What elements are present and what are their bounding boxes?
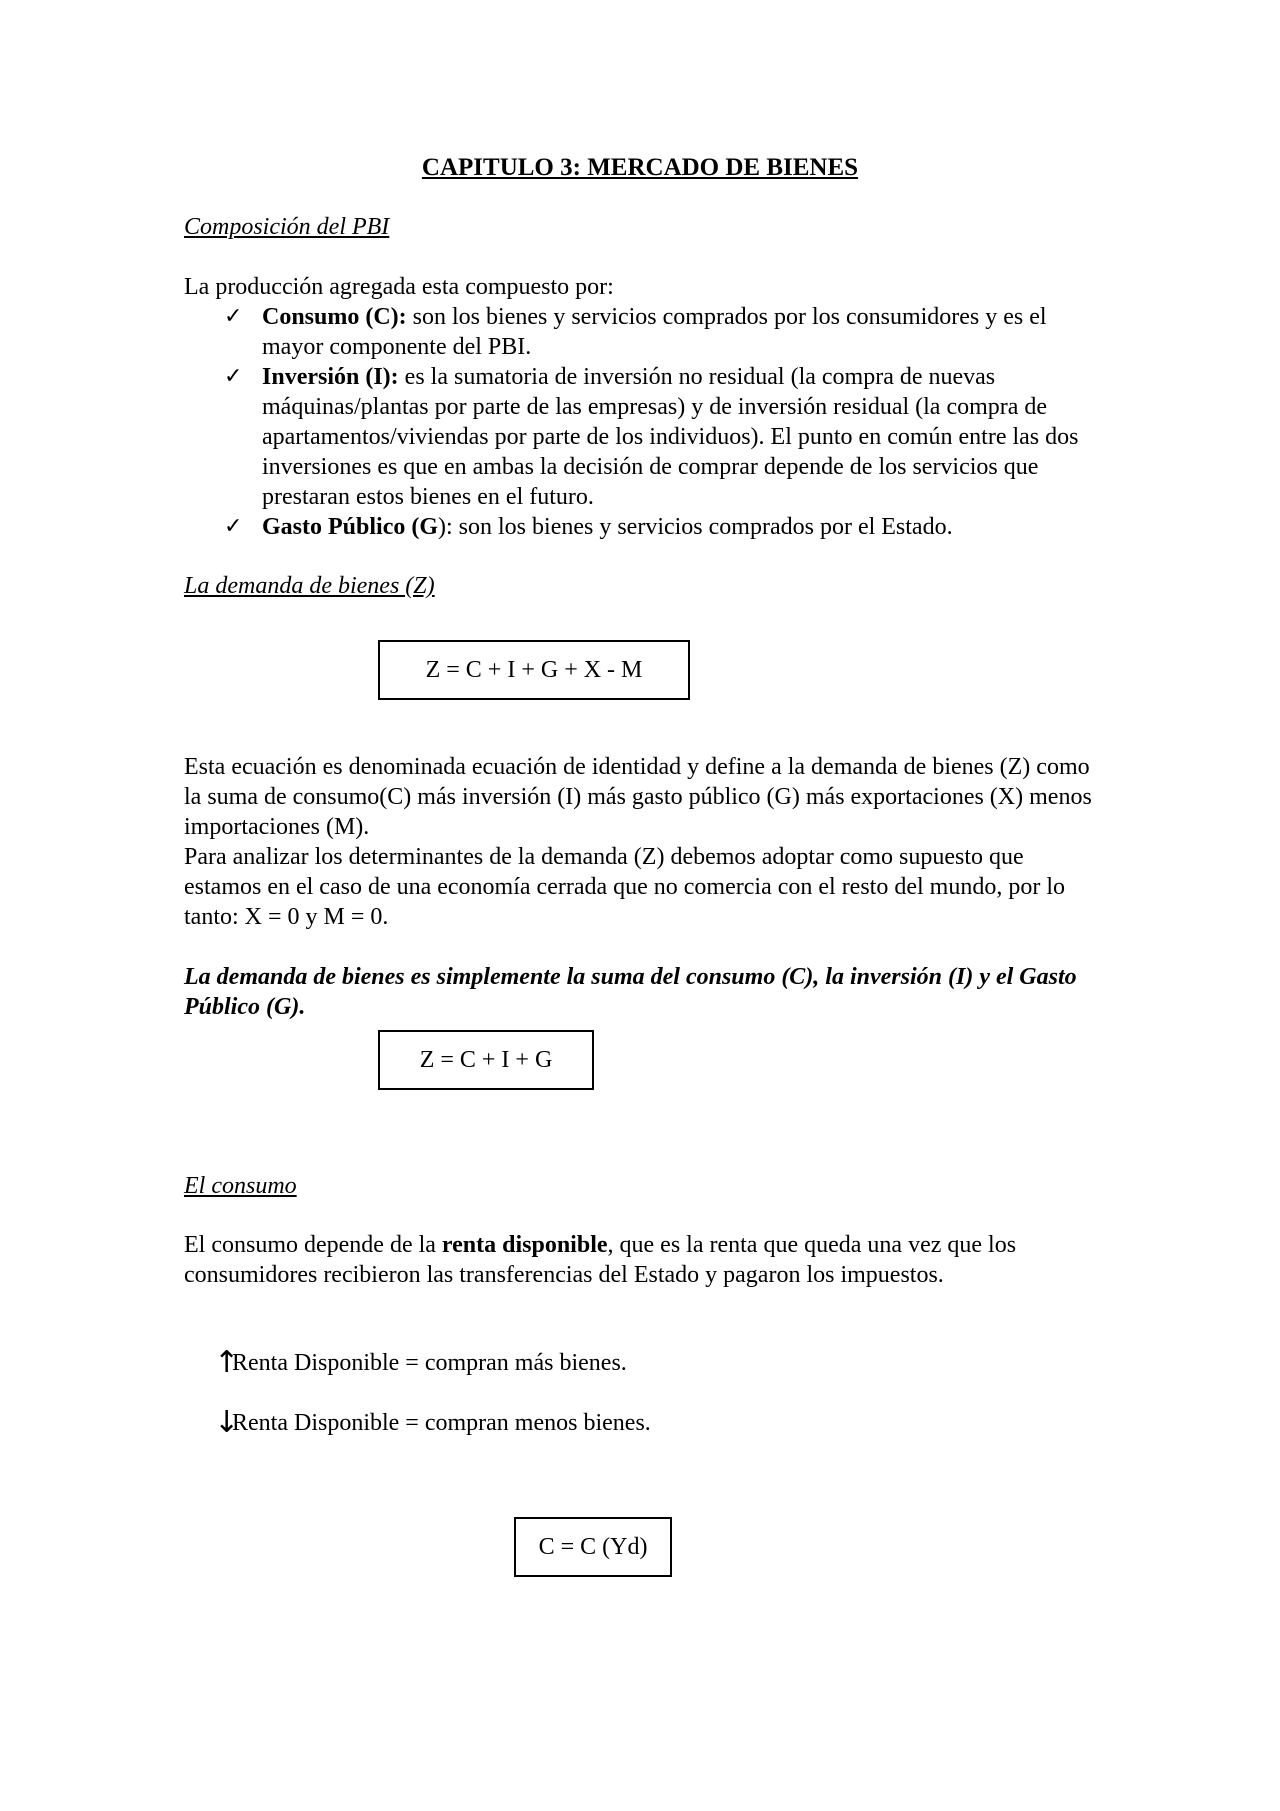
equation-text: Z = C + I + G + X - M — [425, 656, 643, 683]
renta-down-text: Renta Disponible = compran menos bienes. — [232, 1410, 651, 1436]
list-item-text: es la sumatoria de inversión no residual (la compra de nuevas máquinas/plantas por parte de las empresas) y de inversión residual (la compra de apartamentos/viviendas por parte de los individuos). El punto en común entre las dos inversiones es que en ambas la decisión de comprar depende de los servicios que prestaran estos bienes en el futuro. — [262, 364, 1079, 510]
equation-box-closed — [378, 1030, 594, 1090]
identity-paragraph: Esta ecuación es denominada ecuación de identidad y define a la demanda de bienes (Z) como la suma de consumo(C) más inversión (I) más gasto público (G) más exportaciones (X) menos importaciones (M). — [184, 754, 1092, 840]
consumo-paragraph — [184, 1230, 1104, 1290]
checkmark-icon: ✓ — [224, 514, 243, 539]
list-item-term: Gasto Público (G — [262, 514, 439, 540]
renta-up-row — [214, 1345, 627, 1380]
intro-paragraph: La producción agregada esta compuesto por: — [184, 274, 614, 300]
emphasis-paragraph: La demanda de bienes es simplemente la suma del consumo (C), la inversión (I) y el Gasto Público (G). — [184, 964, 1077, 1020]
equation-text: Z = C + I + G — [419, 1046, 553, 1073]
checkmark-icon: ✓ — [224, 304, 243, 329]
component-list — [184, 302, 1104, 542]
renta-down-row — [214, 1405, 651, 1440]
list-item-consumo — [184, 302, 1104, 362]
arrow-up-icon: ↑ — [214, 1345, 240, 1380]
page-title: CAPITULO 3: MERCADO DE BIENES — [421, 154, 859, 181]
list-item-text: son los bienes y servicios comprados por los consumidores y es el mayor componente del PBI. — [262, 304, 1047, 360]
consumo-text-start: El consumo depende de la — [184, 1232, 442, 1258]
equation-text: C = C (Yd) — [538, 1533, 648, 1560]
consumo-text-end: , que es la renta que queda una vez que los consumidores recibieron las transferencias del Estado y pagaron los impuestos. — [184, 1232, 1017, 1288]
checkmark-icon: ✓ — [224, 364, 243, 389]
list-item-text: ): son los bienes y servicios comprados por el Estado. — [438, 514, 953, 540]
section-heading-composicion: Composición del PBI — [184, 214, 390, 240]
list-item-term: Consumo (C): — [262, 304, 407, 330]
list-item-term: Inversión (I): — [262, 364, 399, 390]
arrow-down-icon: ↓ — [214, 1405, 240, 1440]
list-item-inversion — [184, 362, 1104, 512]
renta-up-text: Renta Disponible = compran más bienes. — [232, 1350, 627, 1376]
equation-box-full — [378, 640, 690, 700]
section-heading-demanda: La demanda de bienes (Z) — [184, 573, 435, 599]
equation-box-consumo — [514, 1517, 672, 1577]
section-heading-consumo: El consumo — [184, 1173, 297, 1199]
closed-economy-paragraph: Para analizar los determinantes de la demanda (Z) debemos adoptar como supuesto que estamos en el caso de una economía cerrada que no comercia con el resto del mundo, por lo tanto: X = 0 y M = 0. — [184, 844, 1065, 930]
list-item-gasto-publico — [184, 512, 1104, 542]
renta-disponible-term: renta disponible — [441, 1232, 608, 1258]
